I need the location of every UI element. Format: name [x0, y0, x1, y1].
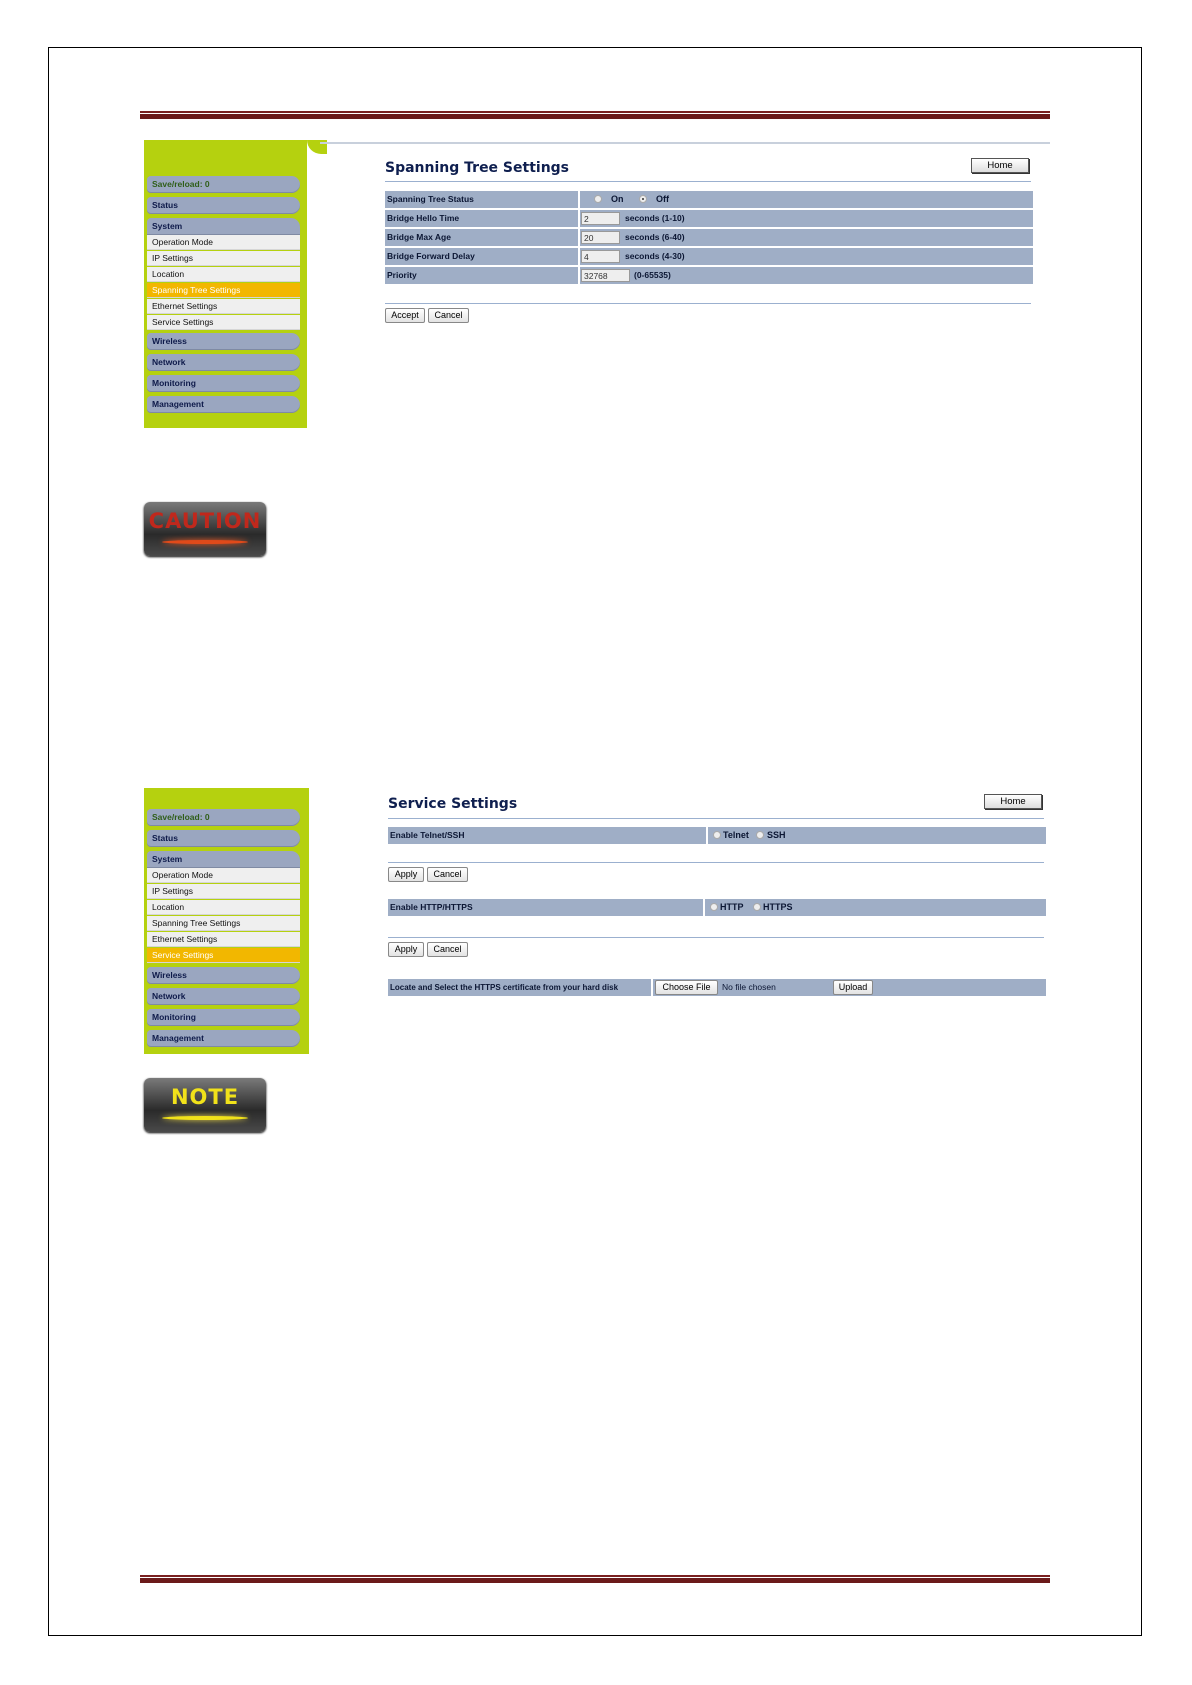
note-text: NOTE	[170, 1085, 240, 1109]
radio-on[interactable]	[594, 195, 602, 203]
sidebar-item-monitoring[interactable]: Monitoring	[147, 1009, 300, 1026]
caution-text: CAUTION	[148, 509, 262, 533]
radio-https[interactable]	[753, 903, 761, 911]
row-label: Priority	[387, 270, 417, 280]
row-bridge-max-age	[385, 229, 1031, 246]
cancel-button[interactable]: Cancel	[428, 308, 469, 323]
service-settings-screenshot	[144, 788, 1050, 1054]
row-enable-telnet-ssh	[388, 827, 1044, 844]
sidebar-item-service-settings[interactable]: Service Settings	[147, 948, 300, 963]
row-priority	[385, 267, 1031, 284]
radio-http[interactable]	[710, 903, 718, 911]
value-cell	[651, 979, 1046, 996]
hello-time-input[interactable]: 2	[581, 212, 620, 225]
radio-telnet-label: Telnet	[723, 830, 749, 840]
footer-rule	[140, 1575, 1050, 1583]
sidebar-item-spanning-tree-settings[interactable]: Spanning Tree Settings	[147, 283, 300, 298]
priority-hint: (0-65535)	[634, 270, 671, 280]
priority-input[interactable]: 32768	[581, 269, 630, 282]
page-title: Service Settings	[388, 796, 518, 812]
title-rule	[385, 181, 1031, 182]
upload-button[interactable]: Upload	[833, 980, 873, 995]
caution-glow	[162, 540, 248, 544]
header-rule	[140, 111, 1050, 119]
radio-off-label: Off	[656, 194, 669, 204]
max-age-hint: seconds (6-40)	[625, 232, 685, 242]
sidebar-item-location[interactable]: Location	[147, 900, 300, 915]
row-https-certificate	[388, 979, 1044, 996]
sidebar-item-status[interactable]: Status	[147, 197, 300, 214]
sidebar-item-ip-settings[interactable]: IP Settings	[147, 884, 300, 899]
note-glow	[162, 1116, 248, 1120]
value-cell	[703, 899, 1046, 916]
sidebar-item-network[interactable]: Network	[147, 354, 300, 371]
home-button[interactable]: Home	[971, 158, 1029, 173]
value-cell	[578, 191, 1033, 208]
value-cell	[578, 248, 1033, 265]
sidebar-item-network[interactable]: Network	[147, 988, 300, 1005]
caution-badge	[144, 502, 266, 556]
separator	[388, 862, 1044, 863]
radio-ssh[interactable]	[756, 831, 764, 839]
sidebar-item-spanning-tree-settings[interactable]: Spanning Tree Settings	[147, 916, 300, 931]
sidebar-save-reload[interactable]: Save/reload: 0	[147, 809, 300, 826]
sidebar-item-status[interactable]: Status	[147, 830, 300, 847]
cancel-button[interactable]: Cancel	[427, 867, 468, 882]
sidebar-item-management[interactable]: Management	[147, 396, 300, 413]
radio-http-label: HTTP	[720, 902, 744, 912]
sidebar	[144, 140, 307, 428]
page-title: Spanning Tree Settings	[385, 160, 570, 176]
top-edge	[320, 142, 1050, 144]
sidebar-item-service-settings[interactable]: Service Settings	[147, 315, 300, 330]
accept-button[interactable]: Accept	[385, 308, 425, 323]
radio-ssh-label: SSH	[767, 830, 786, 840]
home-button[interactable]: Home	[984, 794, 1042, 809]
apply-button[interactable]: Apply	[388, 867, 424, 882]
row-enable-http-https	[388, 899, 1044, 916]
row-bridge-forward-delay	[385, 248, 1031, 265]
apply-button[interactable]: Apply	[388, 942, 424, 957]
note-badge	[144, 1078, 266, 1132]
sidebar-item-ethernet-settings[interactable]: Ethernet Settings	[147, 299, 300, 314]
sidebar-item-operation-mode[interactable]: Operation Mode	[147, 235, 300, 250]
spanning-tree-screenshot	[144, 140, 1050, 428]
sidebar-item-management[interactable]: Management	[147, 1030, 300, 1047]
sidebar-item-monitoring[interactable]: Monitoring	[147, 375, 300, 392]
sidebar-save-reload[interactable]: Save/reload: 0	[147, 176, 300, 193]
max-age-input[interactable]: 20	[581, 231, 620, 244]
radio-off[interactable]	[639, 195, 647, 203]
sidebar-item-location[interactable]: Location	[147, 267, 300, 282]
cancel-button[interactable]: Cancel	[427, 942, 468, 957]
value-cell	[706, 827, 1046, 844]
row-label: Spanning Tree Status	[387, 194, 474, 204]
row-label: Bridge Hello Time	[387, 213, 460, 223]
title-rule	[388, 818, 1044, 819]
sidebar-item-ip-settings[interactable]: IP Settings	[147, 251, 300, 266]
sidebar-item-wireless[interactable]: Wireless	[147, 333, 300, 350]
row-label: Bridge Forward Delay	[387, 251, 475, 261]
sidebar-item-operation-mode[interactable]: Operation Mode	[147, 868, 300, 883]
choose-file-button[interactable]: Choose File	[655, 980, 718, 995]
row-bridge-hello-time	[385, 210, 1031, 227]
row-label: Locate and Select the HTTPS certificate from your hard disk	[390, 983, 619, 992]
row-label: Enable HTTP/HTTPS	[390, 902, 473, 912]
value-cell	[578, 267, 1033, 284]
value-cell	[578, 229, 1033, 246]
separator	[388, 937, 1044, 938]
value-cell	[578, 210, 1033, 227]
sidebar-item-wireless[interactable]: Wireless	[147, 967, 300, 984]
sidebar-item-ethernet-settings[interactable]: Ethernet Settings	[147, 932, 300, 947]
no-file-chosen-text: No file chosen	[722, 982, 776, 992]
radio-telnet[interactable]	[713, 831, 721, 839]
separator	[385, 303, 1031, 304]
forward-delay-input[interactable]: 4	[581, 250, 620, 263]
radio-https-label: HTTPS	[763, 902, 793, 912]
hello-time-hint: seconds (1-10)	[625, 213, 685, 223]
row-label: Bridge Max Age	[387, 232, 451, 242]
row-label: Enable Telnet/SSH	[390, 830, 465, 840]
row-spanning-tree-status	[385, 191, 1031, 208]
sidebar-item-system[interactable]: System	[147, 218, 300, 235]
sidebar	[144, 788, 309, 1054]
sidebar-item-system[interactable]: System	[147, 851, 300, 868]
radio-on-label: On	[611, 194, 624, 204]
forward-delay-hint: seconds (4-30)	[625, 251, 685, 261]
